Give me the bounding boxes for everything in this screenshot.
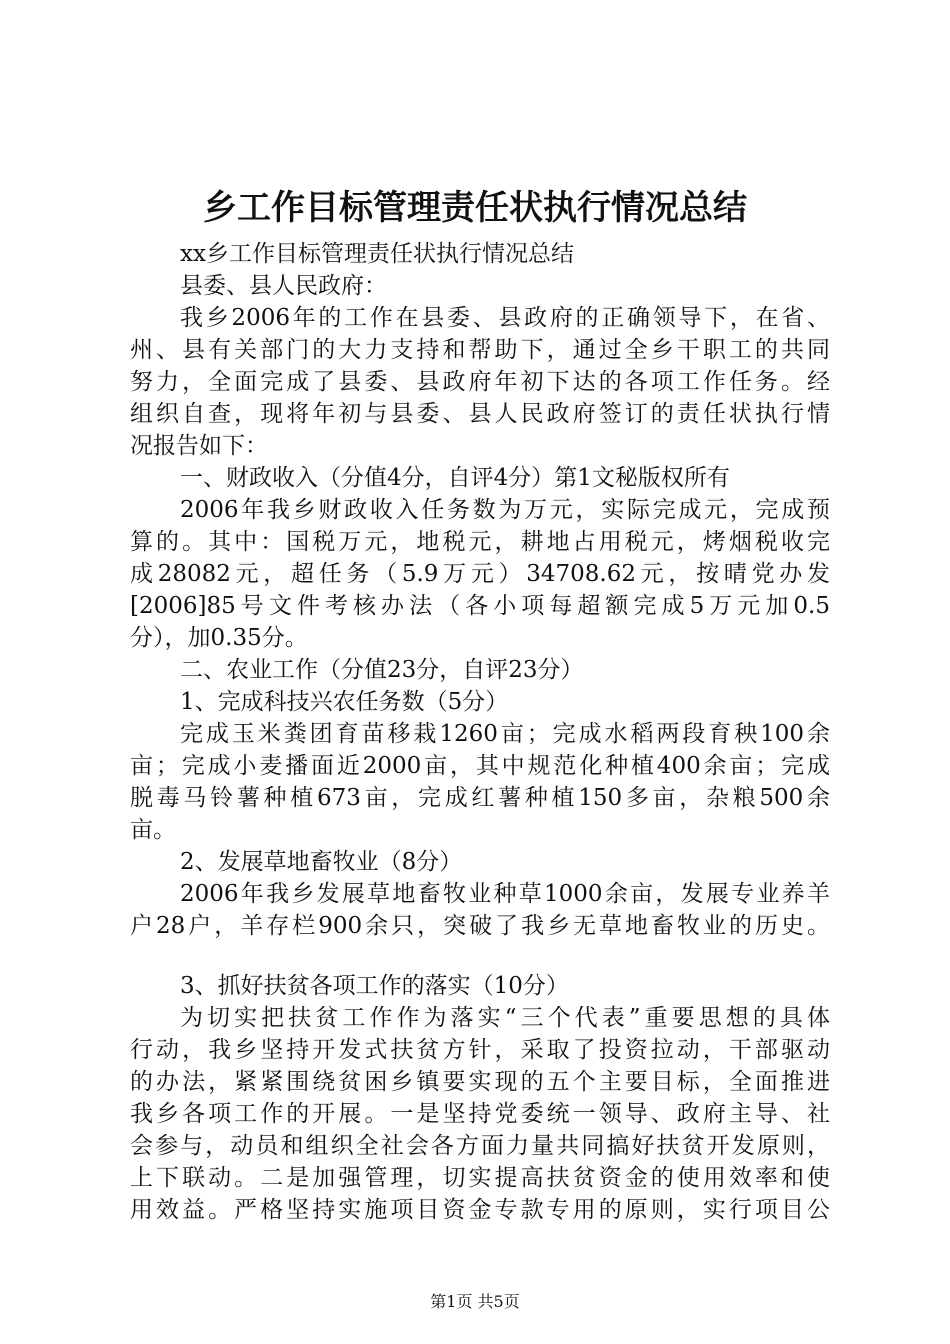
page-number-footer: 第1页 共5页 [430, 1292, 520, 1311]
paragraph-line: 亩；完成小麦播面近2000亩，其中规范化种植400余亩；完成 [130, 753, 830, 779]
subsection-heading: 1、完成科技兴农任务数（5分） [180, 689, 509, 715]
section-heading: 二、农业工作（分值23分，自评23分） [180, 657, 584, 683]
paragraph-line: 2006年我乡发展草地畜牧业种草1000余亩，发展专业养羊 [180, 881, 830, 907]
paragraph-line: 我乡各项工作的开展。一是坚持党委统一领导、政府主导、社 [130, 1101, 830, 1127]
paragraph-line: 的办法，紧紧围绕贫困乡镇要实现的五个主要目标，全面推进 [130, 1069, 830, 1095]
paragraph-line: 上下联动。二是加强管理，切实提高扶贫资金的使用效率和使 [130, 1165, 830, 1191]
paragraph-line: 州、县有关部门的大力支持和帮助下，通过全乡干职工的共同 [130, 337, 830, 363]
paragraph-line: 况报告如下： [130, 433, 268, 459]
paragraph-line: 亩。 [130, 817, 176, 843]
subsection-heading: 3、抓好扶贫各项工作的落实（10分） [180, 973, 569, 999]
paragraph-line: 努力，全面完成了县委、县政府年初下达的各项工作任务。经 [130, 369, 830, 395]
paragraph-line: 完成玉米粪团育苗移栽1260亩；完成水稻两段育秧100余 [180, 721, 830, 747]
paragraph-line: 分），加0.35分。 [130, 625, 308, 651]
page-title: 乡工作目标管理责任状执行情况总结 [203, 188, 747, 228]
paragraph-line: 我乡2006年的工作在县委、县政府的正确领导下，在省、 [180, 305, 830, 331]
paragraph-line: 算的。其中：国税万元，地税元，耕地占用税元，烤烟税收完 [130, 529, 830, 555]
paragraph-line: 会参与，动员和组织全社会各方面力量共同搞好扶贫开发原则， [130, 1133, 830, 1159]
section-heading: 一、财政收入（分值4分，自评4分）第1文秘版权所有 [180, 465, 730, 491]
subsection-heading: 2、发展草地畜牧业（8分） [180, 849, 463, 875]
paragraph-line: [2006]85号文件考核办法（各小项每超额完成5万元加0.5 [130, 593, 830, 619]
paragraph-line: 为切实把扶贫工作作为落实“三个代表”重要思想的具体 [180, 1005, 830, 1031]
salutation-line: 县委、县人民政府： [180, 273, 387, 299]
paragraph-line: 用效益。严格坚持实施项目资金专款专用的原则，实行项目公 [130, 1197, 830, 1223]
paragraph-line: 脱毒马铃薯种植673亩，完成红薯种植150多亩，杂粮500余 [130, 785, 830, 811]
paragraph-line: 2006年我乡财政收入任务数为万元，实际完成元，完成预 [180, 497, 830, 523]
paragraph-line: 组织自查，现将年初与县委、县人民政府签订的责任状执行情 [130, 401, 830, 427]
paragraph-line: 成28082元，超任务（5.9万元）34708.62元，按晴党办发 [130, 561, 830, 587]
subtitle-line: xx乡工作目标管理责任状执行情况总结 [180, 241, 574, 267]
paragraph-line: 行动，我乡坚持开发式扶贫方针，采取了投资拉动，干部驱动 [130, 1037, 830, 1063]
document-body [130, 238, 830, 1226]
paragraph-line: 户28户，羊存栏900余只，突破了我乡无草地畜牧业的历史。 [130, 913, 830, 939]
